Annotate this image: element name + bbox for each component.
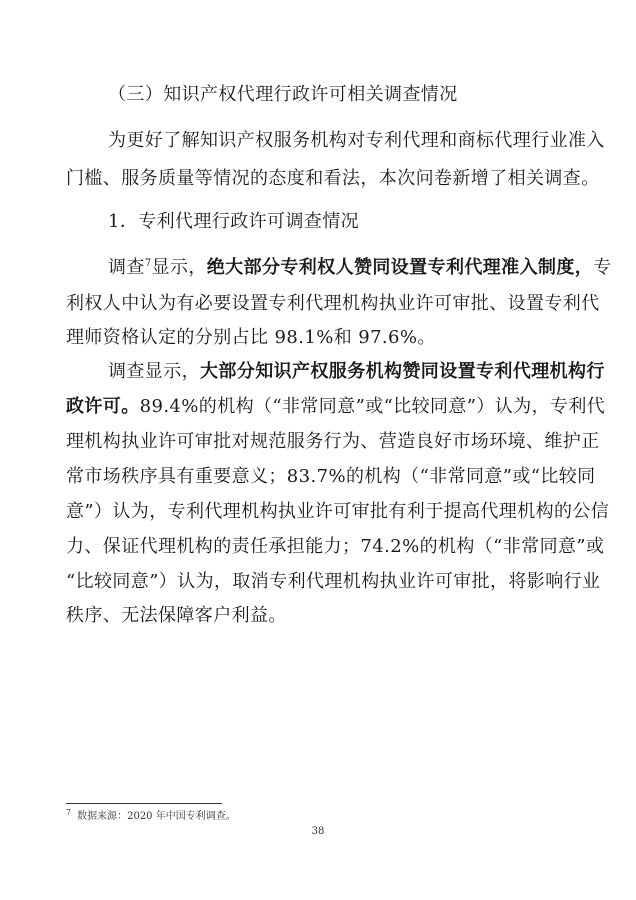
para1-line-2: 利权人中认为有必要设置专利代理机构执业许可审批、设置专利代 [66, 293, 600, 314]
para1-line-1 [108, 256, 612, 280]
page-number: 38 [311, 826, 325, 837]
para2-line-4: 常市场秩序具有重要意义；83.7%的机构（“非常同意”或“比较同 [66, 466, 596, 487]
para2-start: 调查显示， [108, 361, 200, 382]
footnote-divider [66, 803, 222, 804]
para2-line-3: 理机构执业许可审批对规范服务行为、营造良好市场环境、维护正 [66, 431, 600, 452]
para2-bold-1: 大部分知识产权服务机构赞同设置专利代理机构行 [200, 361, 605, 382]
para2-rest: 89.4%的机构（“非常同意”或“比较同意”）认为，专利代 [139, 396, 606, 417]
para1-start: 调查 [108, 257, 145, 278]
intro-line-2: 门槛、服务质量等情况的态度和看法，本次问卷新增了相关调查。 [66, 168, 600, 189]
section-heading: （三）知识产权代理行政许可相关调查情况 [108, 84, 458, 105]
para1-bold: 绝大部分专利权人赞同设置专利代理准入制度， [206, 257, 594, 278]
footnote [66, 807, 236, 824]
para2-bold-2: 政许可。 [66, 396, 140, 417]
para2-line-8: 秩序、无法保障客户利益。 [66, 605, 287, 626]
subheading: 1．专利代理行政许可调查情况 [108, 211, 360, 232]
para2-line-2 [66, 395, 605, 419]
footnote-mark: 7 [66, 807, 72, 817]
para1-mid: 显示， [151, 257, 207, 278]
para1-line-3: 理师资格认定的分别占比 98.1%和 97.6%。 [66, 327, 436, 348]
para2-line-7: “比较同意”）认为，取消专利代理机构执业许可审批，将影响行业 [66, 571, 601, 592]
footnote-reference: 7 [144, 258, 152, 269]
intro-line-1: 为更好了解知识产权服务机构对专利代理和商标代理行业准入 [108, 130, 605, 151]
footnote-text: 数据来源：2020 年中国专利调查。 [77, 811, 236, 822]
para2-line-6: 力、保证代理机构的责任承担能力；74.2%的机构（“非常同意”或 [66, 536, 605, 557]
para2-line-1 [108, 360, 605, 384]
para1-end: 专 [593, 257, 612, 278]
para2-line-5: 意”）认为，专利代理机构执业许可审批有利于提高代理机构的公信 [66, 501, 610, 522]
